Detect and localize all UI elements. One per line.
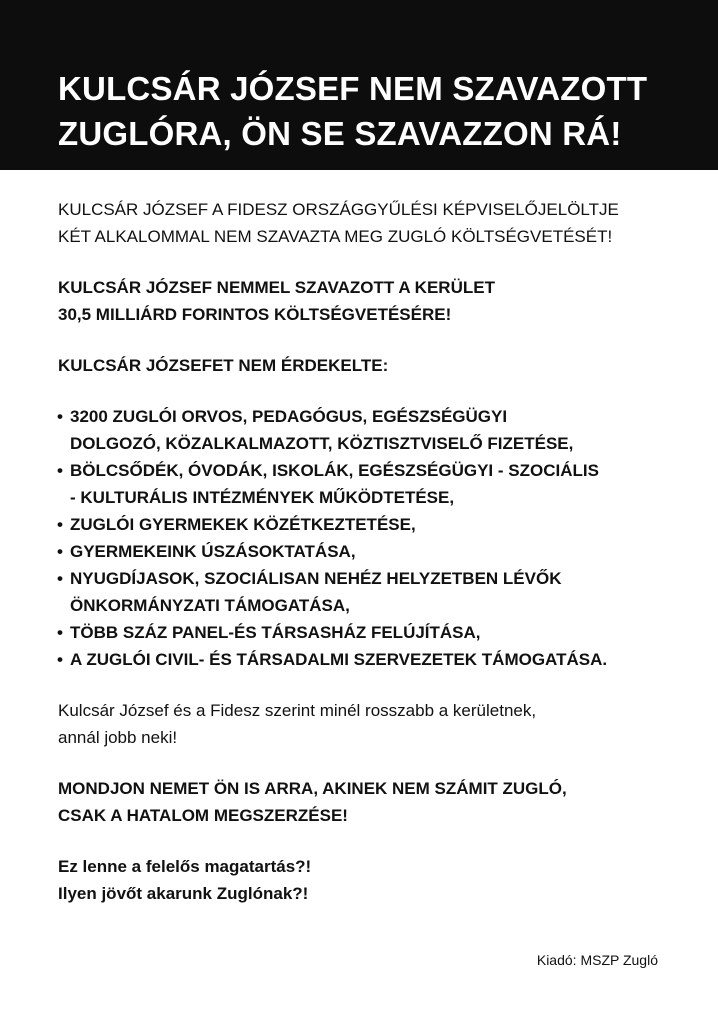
intro-line-2: KÉT ALKALOMMAL NEM SZAVAZTA MEG ZUGLÓ KÖLTSÉGVETÉSÉT! — [58, 227, 613, 246]
bullet-item — [58, 646, 698, 673]
not-interested-heading-text: KULCSÁR JÓZSEFET NEM ÉRDEKELTE: — [58, 356, 389, 375]
bullet-dot: • — [57, 542, 63, 561]
question-line-2: Ilyen jövőt akarunk Zuglónak?! — [58, 884, 309, 903]
fidesz-line-1: Kulcsár József és a Fidesz szerint minél rosszabb a kerületnek, — [58, 701, 537, 720]
bullet-item — [58, 403, 698, 457]
bullet-item — [58, 538, 698, 565]
cta-line-1: MONDJON NEMET ÖN IS ARRA, AKINEK NEM SZÁMIT ZUGLÓ, — [58, 779, 567, 798]
call-to-action — [58, 775, 698, 829]
spacer — [58, 250, 698, 274]
bullet-item — [58, 619, 698, 646]
bullet-line-1: ZUGLÓI GYERMEKEK KÖZÉTKEZTETÉSE, — [70, 515, 416, 534]
bullet-line-1: NYUGDÍJASOK, SZOCIÁLISAN NEHÉZ HELYZETBEN LÉVŐK — [70, 569, 562, 588]
bullet-line-1: A ZUGLÓI CIVIL- ÉS TÁRSADALMI SZERVEZETEK TÁMOGATÁSA. — [70, 650, 608, 669]
bullet-line-1: 3200 ZUGLÓI ORVOS, PEDAGÓGUS, EGÉSZSÉGÜGYI — [70, 407, 508, 426]
spacer — [58, 379, 698, 403]
headline-line-2: ZUGLÓRA, ÖN SE SZAVAZZON RÁ! — [58, 115, 622, 152]
cta-line-2: CSAK A HATALOM MEGSZERZÉSE! — [58, 806, 348, 825]
headline-banner — [0, 0, 718, 170]
spacer — [58, 829, 698, 853]
bullet-dot: • — [57, 650, 63, 669]
fidesz-line-2: annál jobb neki! — [58, 728, 178, 747]
bullet-line-2: DOLGOZÓ, KÖZALKALMAZOTT, KÖZTISZTVISELŐ FIZETÉSE, — [70, 434, 574, 453]
bullet-line-2: ÖNKORMÁNYZATI TÁMOGATÁSA, — [70, 596, 350, 615]
bullet-dot: • — [57, 569, 63, 588]
bullet-item — [58, 457, 698, 511]
bullet-dot: • — [57, 461, 63, 480]
bullet-dot: • — [57, 407, 63, 426]
flyer-body — [58, 196, 698, 907]
not-interested-heading — [58, 352, 698, 379]
bullet-dot: • — [57, 515, 63, 534]
fidesz-statement — [58, 697, 698, 751]
bullet-item — [58, 511, 698, 538]
spacer — [58, 328, 698, 352]
rhetorical-questions — [58, 853, 698, 907]
intro-paragraph — [58, 196, 698, 250]
headline-line-1: KULCSÁR JÓZSEF NEM SZAVAZOTT — [58, 70, 648, 107]
budget-line-2: 30,5 MILLIÁRD FORINTOS KÖLTSÉGVETÉSÉRE! — [58, 305, 452, 324]
intro-line-1: KULCSÁR JÓZSEF A FIDESZ ORSZÁGGYŰLÉSI KÉPVISELŐJELÖLTJE — [58, 200, 619, 219]
question-line-1: Ez lenne a felelős magatartás?! — [58, 857, 312, 876]
bullet-line-2: - KULTURÁLIS INTÉZMÉNYEK MŰKÖDTETÉSE, — [70, 488, 455, 507]
bullet-line-1: TÖBB SZÁZ PANEL-ÉS TÁRSASHÁZ FELÚJÍTÁSA, — [70, 623, 481, 642]
bullet-list — [58, 403, 698, 673]
bullet-dot: • — [57, 623, 63, 642]
spacer — [58, 751, 698, 775]
budget-line-1: KULCSÁR JÓZSEF NEMMEL SZAVAZOTT A KERÜLET — [58, 278, 495, 297]
bullet-line-1: BÖLCSŐDÉK, ÓVODÁK, ISKOLÁK, EGÉSZSÉGÜGYI - SZOCIÁLIS — [70, 461, 599, 480]
publisher-credit: Kiadó: MSZP Zugló — [536, 952, 658, 968]
bullet-line-1: GYERMEKEINK ÚSZÁSOKTATÁSA, — [70, 542, 356, 561]
bullet-item — [58, 565, 698, 619]
budget-statement — [58, 274, 698, 328]
spacer — [58, 673, 698, 697]
